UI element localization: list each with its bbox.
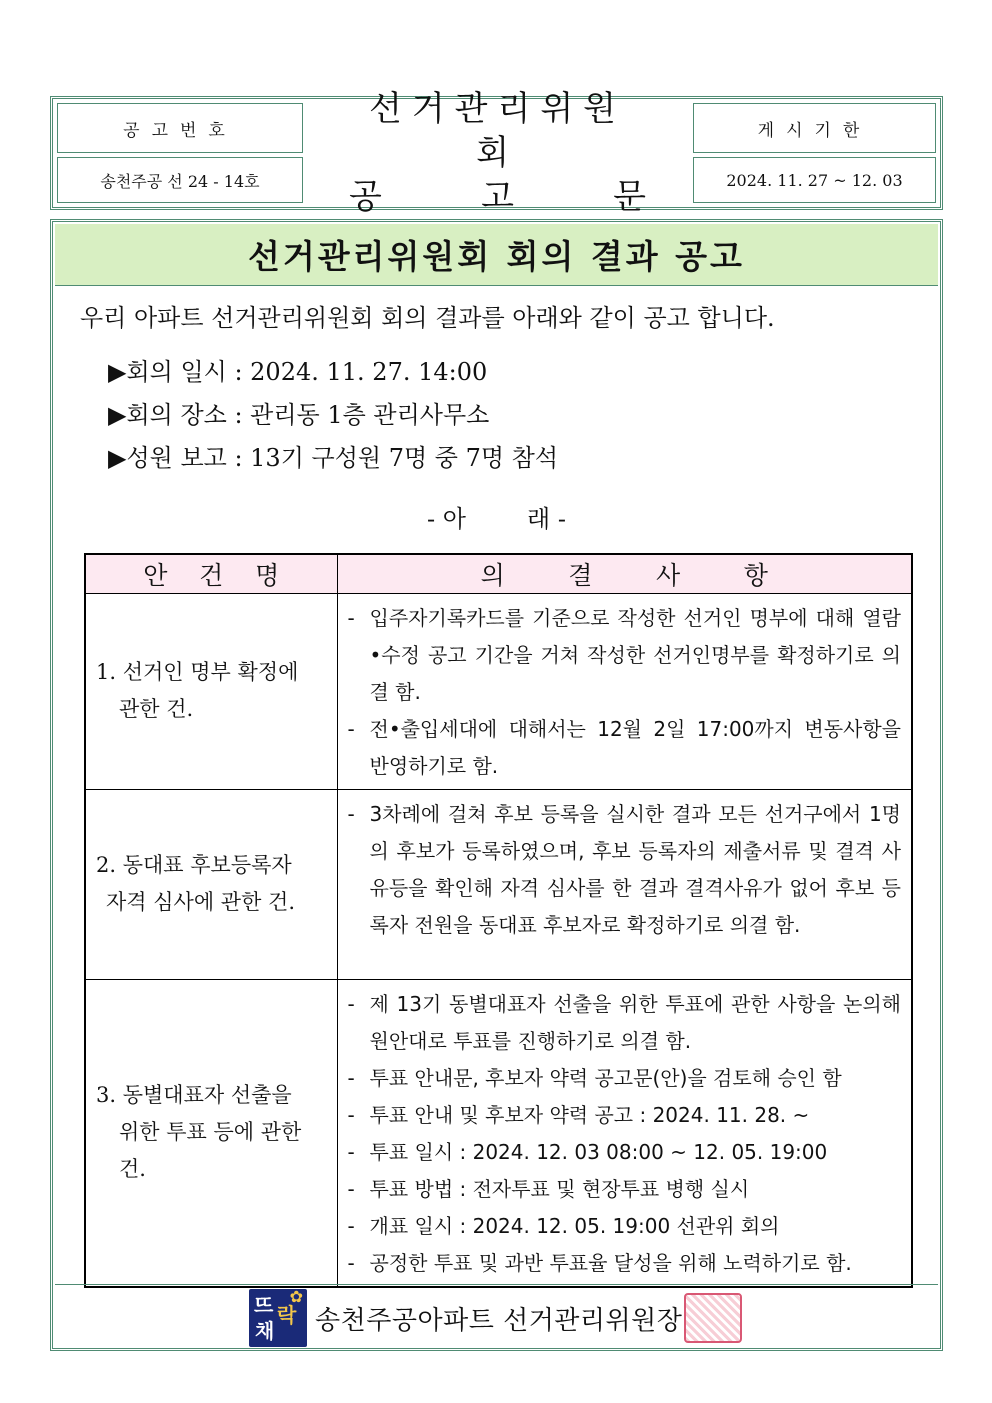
table-row [85, 979, 912, 1287]
intro-text: 우리 아파트 선거관리위원회 회의 결과를 아래와 같이 공고 합니다. [80, 304, 775, 332]
item-text: 투표 안내 및 후보자 약력 공고 : 2024. 11. 28. ~ [369, 1102, 810, 1127]
quorum-report: ▶성원 보고 : 13기 구성원 7명 중 7명 참석 [108, 444, 559, 472]
logo-char: 채 [255, 1319, 275, 1343]
notice-number: 송천주공 선 24 - 14호 [57, 157, 303, 203]
list-item: - 투표 안내 및 후보자 약력 공고 : 2024. 11. 28. ~ [348, 1097, 902, 1134]
agenda-cell [85, 979, 337, 1287]
notice-org-title [305, 89, 690, 217]
item-text: 입주자기록카드를 기준으로 작성한 선거인 명부에 대해 열람•수정 공고 기간을 거쳐 작성한 선거인명부를 확정하기로 의결 함. [369, 605, 901, 704]
item-text: 공정한 투표 및 과반 투표율 달성을 위해 노력하기로 함. [369, 1250, 852, 1275]
official-seal-stamp [684, 1293, 742, 1343]
list-item: - 전•출입세대에 대해서는 12월 2일 17:00까지 변동사항을 반영하기로 함. [348, 711, 902, 785]
resolution-cell [337, 979, 912, 1287]
item-text: 투표 안내문, 후보자 약력 공고문(안)을 검토해 승인 함 [369, 1065, 842, 1090]
list-item: - 개표 일시 : 2024. 12. 05. 19:00 선관위 회의 [348, 1208, 902, 1245]
list-item: - 투표 일시 : 2024. 12. 03 08:00 ~ 12. 05. 19:00 [348, 1134, 902, 1171]
posting-period-label: 게시기한 [693, 103, 936, 153]
meeting-date: ▶회의 일시 : 2024. 11. 27. 14:00 [108, 358, 488, 386]
agenda-line: 3. 동별대표자 선출을 [96, 1083, 292, 1107]
item-text: 개표 일시 : 2024. 12. 05. 19:00 선관위 회의 [369, 1213, 780, 1238]
agenda-cell [85, 593, 337, 789]
footer-divider [55, 1284, 938, 1285]
posting-period: 2024. 11. 27 ~ 12. 03 [693, 157, 936, 203]
notice-header [50, 89, 943, 217]
agenda-line: 건. [119, 1157, 146, 1181]
apartment-logo [249, 1289, 307, 1347]
notice-type-char: 고 [481, 177, 514, 217]
logo-char: 뜨 [254, 1293, 274, 1317]
item-text: 3차례에 걸쳐 후보 등록을 실시한 결과 모든 선거구에서 1명의 후보가 등록하였으며, 후보 등록자의 제출서류 및 결격 사유등을 확인해 자격 심사를 한 결과 결격사유가 없어 후보 등록자 전원을 동대표 후보자로 확정하기로 의결 함. [369, 801, 901, 937]
list-item: - 3차례에 걸쳐 후보 등록을 실시한 결과 모든 선거구에서 1명의 후보가 등록하였으며, 후보 등록자의 제출서류 및 결격 사유등을 확인해 자격 심사를 한 결과 결격사유가 없어 후보 등록자 전원을 동대표 후보자로 확정하기로 의결 함. [348, 796, 902, 944]
list-item: - 투표 방법 : 전자투표 및 현장투표 병행 실시 [348, 1171, 902, 1208]
notice-type [349, 175, 646, 219]
signature-block [249, 1288, 742, 1348]
notice-body [50, 219, 943, 1351]
table-row [85, 593, 912, 789]
flower-icon: ✿ [289, 1287, 303, 1306]
item-text: 제 13기 동별대표자 선출을 위한 투표에 관한 사항을 논의해 원안대로 투표를 진행하기로 의결 함. [369, 991, 901, 1053]
agenda-cell [85, 789, 337, 979]
agenda-line: 위한 투표 등에 관한 [119, 1120, 302, 1144]
notice-type-char: 공 [349, 177, 382, 217]
section-divider: - 아 래 - [427, 505, 566, 533]
list-item: - 제 13기 동별대표자 선출을 위한 투표에 관한 사항을 논의해 원안대로 투표를 진행하기로 의결 함. [348, 986, 902, 1060]
resolution-table [84, 553, 913, 1288]
logo-char: 락 [277, 1303, 297, 1327]
page-title: 선거관리위원회 회의 결과 공고 [55, 224, 938, 286]
resolution-cell [337, 593, 912, 789]
table-row [85, 789, 912, 979]
notice-type-char: 문 [613, 177, 646, 217]
agenda-line: 관한 건. [119, 697, 194, 721]
meeting-place: ▶회의 장소 : 관리동 1층 관리사무소 [108, 401, 490, 429]
resolution-header: 의 결 사 항 [337, 554, 912, 593]
list-item: - 공정한 투표 및 과반 투표율 달성을 위해 노력하기로 함. [348, 1245, 902, 1282]
agenda-line: 2. 동대표 후보등록자 [96, 853, 292, 877]
agenda-line: 1. 선거인 명부 확정에 [96, 660, 299, 684]
resolution-cell [337, 789, 912, 979]
agenda-line: 자격 심사에 관한 건. [106, 890, 295, 914]
signatory: 송천주공아파트 선거관리위원장 [315, 1305, 683, 1336]
item-text: 투표 일시 : 2024. 12. 03 08:00 ~ 12. 05. 19:00 [369, 1139, 828, 1164]
item-text: 전•출입세대에 대해서는 12월 2일 17:00까지 변동사항을 반영하기로 함. [369, 716, 901, 778]
list-item: - 입주자기록카드를 기준으로 작성한 선거인 명부에 대해 열람•수정 공고 기간을 거쳐 작성한 선거인명부를 확정하기로 의결 함. [348, 600, 902, 711]
org-name: 선거관리위원회 [368, 89, 627, 173]
list-item: - 투표 안내문, 후보자 약력 공고문(안)을 검토해 승인 함 [348, 1060, 902, 1097]
item-text: 투표 방법 : 전자투표 및 현장투표 병행 실시 [369, 1176, 750, 1201]
table-header-row [85, 554, 912, 593]
agenda-header: 안 건 명 [85, 554, 337, 593]
notice-number-label: 공고번호 [57, 103, 303, 153]
